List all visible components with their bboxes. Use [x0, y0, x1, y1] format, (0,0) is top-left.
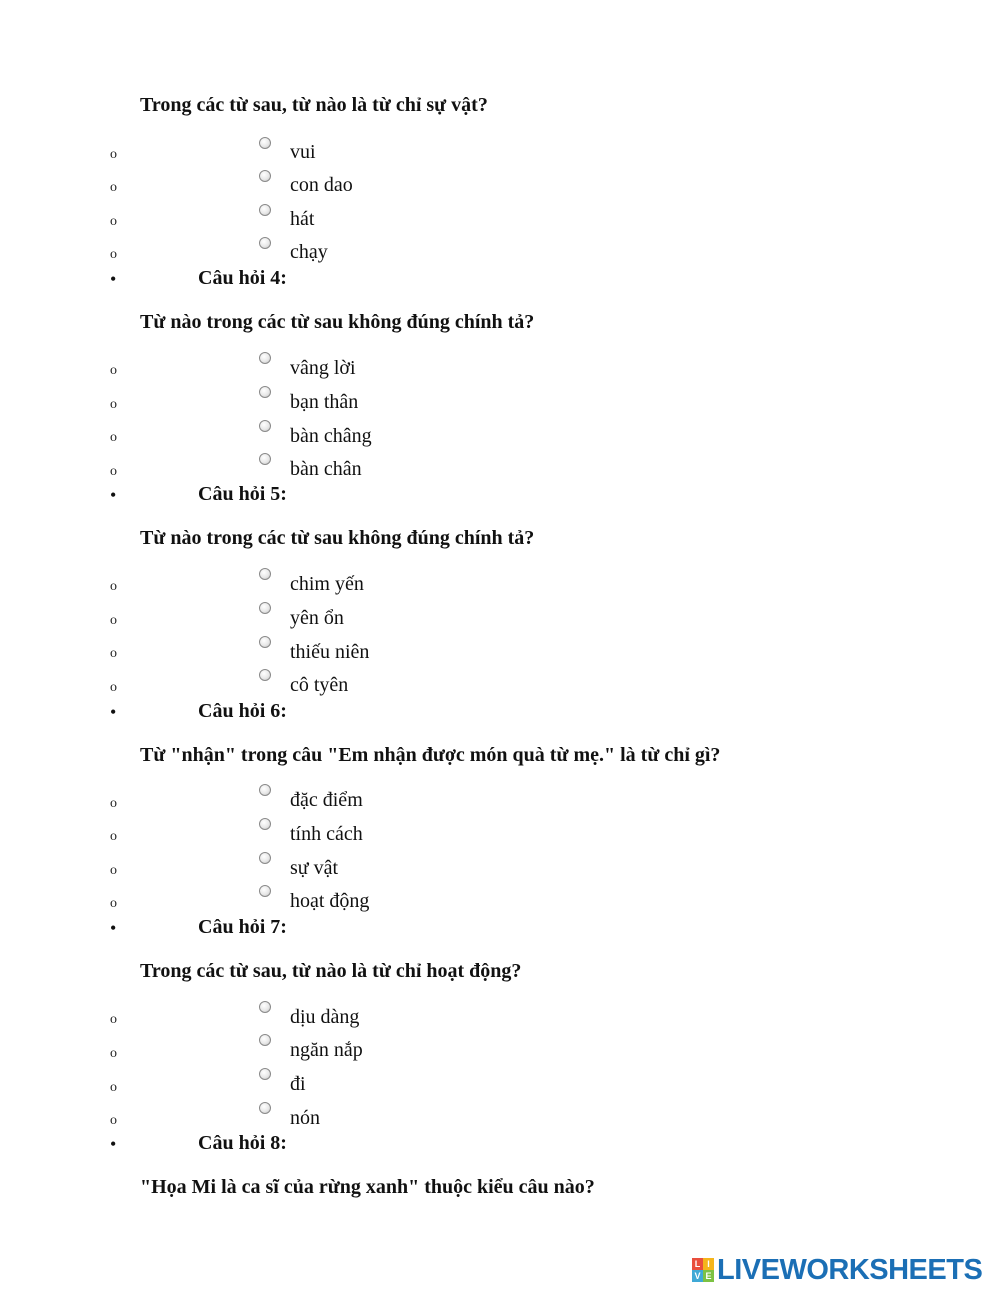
radio-q3-opt1[interactable]: [259, 137, 271, 149]
option-bullet: o: [110, 1012, 117, 1027]
option-label: tính cách: [290, 823, 363, 845]
option-bullet: o: [110, 896, 117, 911]
option-bullet: o: [110, 796, 117, 811]
brand-name: LIVEWORKSHEETS: [717, 1254, 983, 1286]
option-bullet: o: [110, 1046, 117, 1061]
question-7-text: Trong các từ sau, từ nào là từ chỉ hoạt động?: [140, 960, 522, 982]
radio-q5-opt2[interactable]: [259, 602, 271, 614]
question-3-text: Trong các từ sau, từ nào là từ chỉ sự vật?: [140, 94, 488, 116]
radio-q7-opt3[interactable]: [259, 1068, 271, 1080]
option-bullet: o: [110, 680, 117, 695]
question-4-text: Từ nào trong các từ sau không đúng chính tả?: [140, 311, 535, 333]
logo-mark-icon: [692, 1258, 714, 1282]
option-bullet: o: [110, 430, 117, 445]
option-label: vui: [290, 141, 316, 163]
option-bullet: o: [110, 613, 117, 628]
question-6-text: Từ "nhận" trong câu "Em nhận được món quà từ mẹ." là từ chỉ gì?: [140, 744, 721, 766]
question-6-heading: Câu hỏi 6:: [198, 700, 287, 722]
option-label: bạn thân: [290, 391, 359, 413]
question-5-heading: Câu hỏi 5:: [198, 483, 287, 505]
radio-q7-opt1[interactable]: [259, 1001, 271, 1013]
question-bullet: •: [110, 918, 117, 938]
question-bullet: •: [110, 702, 117, 722]
option-bullet: o: [110, 829, 117, 844]
radio-q7-opt4[interactable]: [259, 1102, 271, 1114]
option-bullet: o: [110, 464, 117, 479]
radio-q3-opt2[interactable]: [259, 170, 271, 182]
radio-q6-opt2[interactable]: [259, 818, 271, 830]
logo-mark-cell: L: [692, 1258, 703, 1270]
option-label: vâng lời: [290, 357, 356, 379]
option-bullet: o: [110, 247, 117, 262]
radio-q6-opt1[interactable]: [259, 784, 271, 796]
liveworksheets-logo: [692, 1256, 982, 1284]
option-label: hoạt động: [290, 890, 370, 912]
option-label: chim yến: [290, 573, 364, 595]
logo-mark-cell: V: [692, 1270, 703, 1282]
option-label: bàn châng: [290, 425, 372, 447]
option-bullet: o: [110, 214, 117, 229]
option-label: con dao: [290, 174, 353, 196]
question-4-heading: Câu hỏi 4:: [198, 267, 287, 289]
option-bullet: o: [110, 363, 117, 378]
option-bullet: o: [110, 863, 117, 878]
option-label: đặc điểm: [290, 789, 363, 811]
radio-q7-opt2[interactable]: [259, 1034, 271, 1046]
option-bullet: o: [110, 397, 117, 412]
option-label: đi: [290, 1073, 306, 1095]
option-bullet: o: [110, 1113, 117, 1128]
option-label: chạy: [290, 241, 328, 263]
option-label: sự vật: [290, 857, 339, 879]
radio-q3-opt4[interactable]: [259, 237, 271, 249]
radio-q6-opt4[interactable]: [259, 885, 271, 897]
option-bullet: o: [110, 579, 117, 594]
radio-q4-opt2[interactable]: [259, 386, 271, 398]
question-8-heading: Câu hỏi 8:: [198, 1132, 287, 1154]
radio-q5-opt4[interactable]: [259, 669, 271, 681]
option-label: bàn chân: [290, 458, 362, 480]
question-bullet: •: [110, 485, 117, 505]
option-label: thiếu niên: [290, 641, 370, 663]
radio-q4-opt1[interactable]: [259, 352, 271, 364]
logo-mark-cell: I: [703, 1258, 714, 1270]
option-label: cô tyên: [290, 674, 349, 696]
option-bullet: o: [110, 147, 117, 162]
radio-q5-opt3[interactable]: [259, 636, 271, 648]
option-label: dịu dàng: [290, 1006, 360, 1028]
option-bullet: o: [110, 646, 117, 661]
question-7-heading: Câu hỏi 7:: [198, 916, 287, 938]
radio-q5-opt1[interactable]: [259, 568, 271, 580]
question-bullet: •: [110, 1134, 117, 1154]
option-label: nón: [290, 1107, 320, 1129]
option-bullet: o: [110, 1080, 117, 1095]
radio-q4-opt3[interactable]: [259, 420, 271, 432]
question-5-text: Từ nào trong các từ sau không đúng chính tả?: [140, 527, 535, 549]
option-label: yên ổn: [290, 607, 344, 629]
option-label: ngăn nắp: [290, 1039, 363, 1061]
option-label: hát: [290, 208, 315, 230]
radio-q4-opt4[interactable]: [259, 453, 271, 465]
radio-q3-opt3[interactable]: [259, 204, 271, 216]
question-8-text: "Họa Mi là ca sĩ của rừng xanh" thuộc kiểu câu nào?: [140, 1176, 595, 1198]
logo-mark-cell: E: [703, 1270, 714, 1282]
radio-q6-opt3[interactable]: [259, 852, 271, 864]
option-bullet: o: [110, 180, 117, 195]
question-bullet: •: [110, 269, 117, 289]
